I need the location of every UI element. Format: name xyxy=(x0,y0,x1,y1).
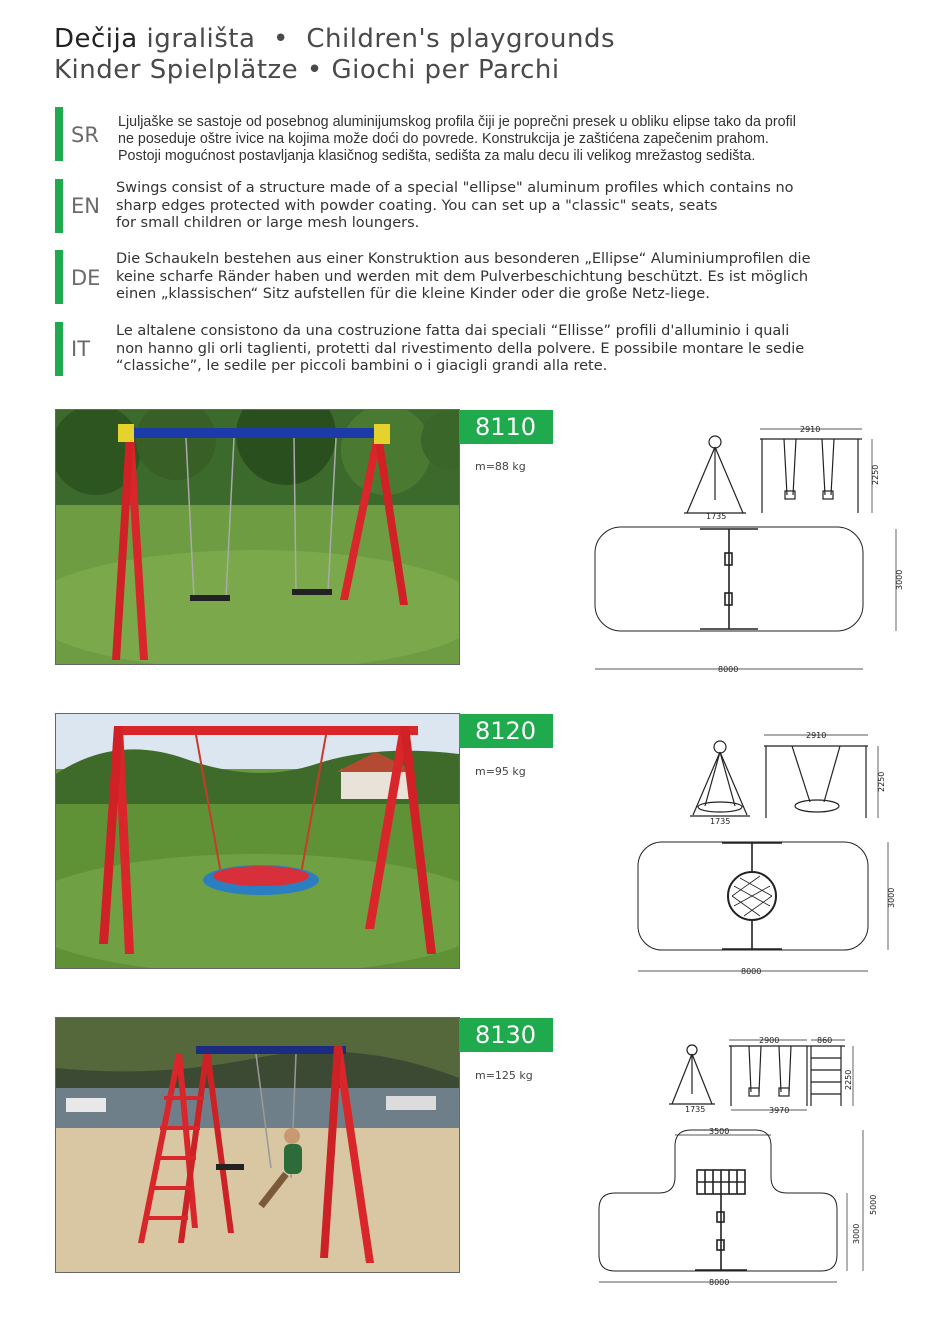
lang-block-sr xyxy=(55,107,796,164)
dim-area-length: 8000 xyxy=(718,665,739,674)
product-code-badge: 8110 xyxy=(459,410,553,444)
lang-bar xyxy=(55,107,63,161)
dim-area-length: 8000 xyxy=(741,967,762,976)
text-line: sharp edges protected with powder coating. You can set up a "classic" seats, seats xyxy=(116,197,718,214)
dim-height: 2250 xyxy=(871,464,880,485)
dim-area-width-2: 5000 xyxy=(869,1194,878,1215)
text-line: Ljuljaške se sastoje od posebnog aluminijumskog profila čiji je poprečni presek u obliku elipse tako da profil xyxy=(118,114,796,130)
title-line2: Kinder Spielplätze • Giochi per Parchi xyxy=(54,55,560,85)
product-mass: m=88 kg xyxy=(475,460,526,473)
dim-height: 2250 xyxy=(844,1069,853,1090)
product-mass: m=95 kg xyxy=(475,765,526,778)
text-line: Le altalene consistono da una costruzione fatta dai speciali “Ellisse” profili d'alluminio i quali xyxy=(116,323,790,339)
text-line: Swings consist of a structure made of a special "ellipse" aluminum profiles which contains no xyxy=(116,180,794,196)
product-mass: m=125 kg xyxy=(475,1069,533,1082)
dim-area-width: 3000 xyxy=(887,887,896,908)
product-photo-8110 xyxy=(55,409,460,665)
lang-block-it xyxy=(55,322,805,376)
technical-drawing-8110 xyxy=(590,425,910,675)
lang-block-de xyxy=(55,250,811,304)
dim-height: 2250 xyxy=(877,771,886,792)
dim-base: 1735 xyxy=(710,817,731,826)
text-line: Postoji mogućnost postavljanja klasičnog sedišta, sedišta za malu decu ili velikog mrežastog sedišta. xyxy=(118,148,756,164)
lang-code: IT xyxy=(71,337,91,361)
dim-width: 2910 xyxy=(806,731,827,740)
lang-code: EN xyxy=(71,194,100,218)
dim-area-width: 3000 xyxy=(895,569,904,590)
technical-drawing-8120 xyxy=(630,730,920,980)
text-line: non hanno gli orli taglienti, protetti dal rivestimento della polvere. E possibile montare le sedie xyxy=(116,340,805,357)
text-line: “classiche”, le sedile per piccoli bambini o i giacigli grandi alla rete. xyxy=(116,358,608,374)
text-line: keine scharfe Ränder haben und werden mit dem Pulverbeschichtung beschützt. Es ist möglich xyxy=(116,268,809,285)
product-photo-8130 xyxy=(55,1017,460,1273)
text-line: for small children or large mesh loungers. xyxy=(116,215,420,231)
dim-base: 1735 xyxy=(685,1105,706,1114)
product-photo-8120 xyxy=(55,713,460,969)
dim-total: 3970 xyxy=(769,1106,790,1115)
text-line: ne poseduje oštre ivice na kojima može doći do povrede. Konstrukcija je zaštićena zapečenim prahom. xyxy=(118,131,769,147)
product-code-badge: 8130 xyxy=(459,1018,553,1052)
product-code-badge: 8120 xyxy=(459,714,553,748)
title-strong: Dečija xyxy=(54,24,138,54)
dim-area-length: 8000 xyxy=(709,1278,730,1287)
dim-base: 1735 xyxy=(706,512,727,521)
dim-area-width-1: 3000 xyxy=(852,1223,861,1244)
text-line: Die Schaukeln bestehen aus einer Konstruktion aus besonderen „Ellipse“ Aluminiumprofilen die xyxy=(116,251,811,267)
dim-top-width: 3500 xyxy=(709,1127,730,1136)
page-title xyxy=(54,24,615,86)
technical-drawing-8130 xyxy=(595,1032,895,1292)
lang-code: SR xyxy=(71,123,99,147)
lang-text xyxy=(116,323,804,376)
lang-bar xyxy=(55,179,63,233)
lang-bar xyxy=(55,250,63,304)
dim-ladder: 860 xyxy=(817,1036,833,1045)
text-line: einen „klassischen“ Sitz aufstellen für die kleine Kinder oder die große Netz-liege. xyxy=(116,286,710,302)
dim-width: 2900 xyxy=(759,1036,780,1045)
lang-text xyxy=(118,114,796,165)
lang-text xyxy=(116,251,811,304)
lang-code: DE xyxy=(71,266,101,290)
lang-text xyxy=(116,180,794,233)
dim-width: 2910 xyxy=(800,425,821,434)
lang-block-en xyxy=(55,179,795,233)
title-line1: igrališta • Children's playgrounds xyxy=(137,24,616,54)
lang-bar xyxy=(55,322,63,376)
